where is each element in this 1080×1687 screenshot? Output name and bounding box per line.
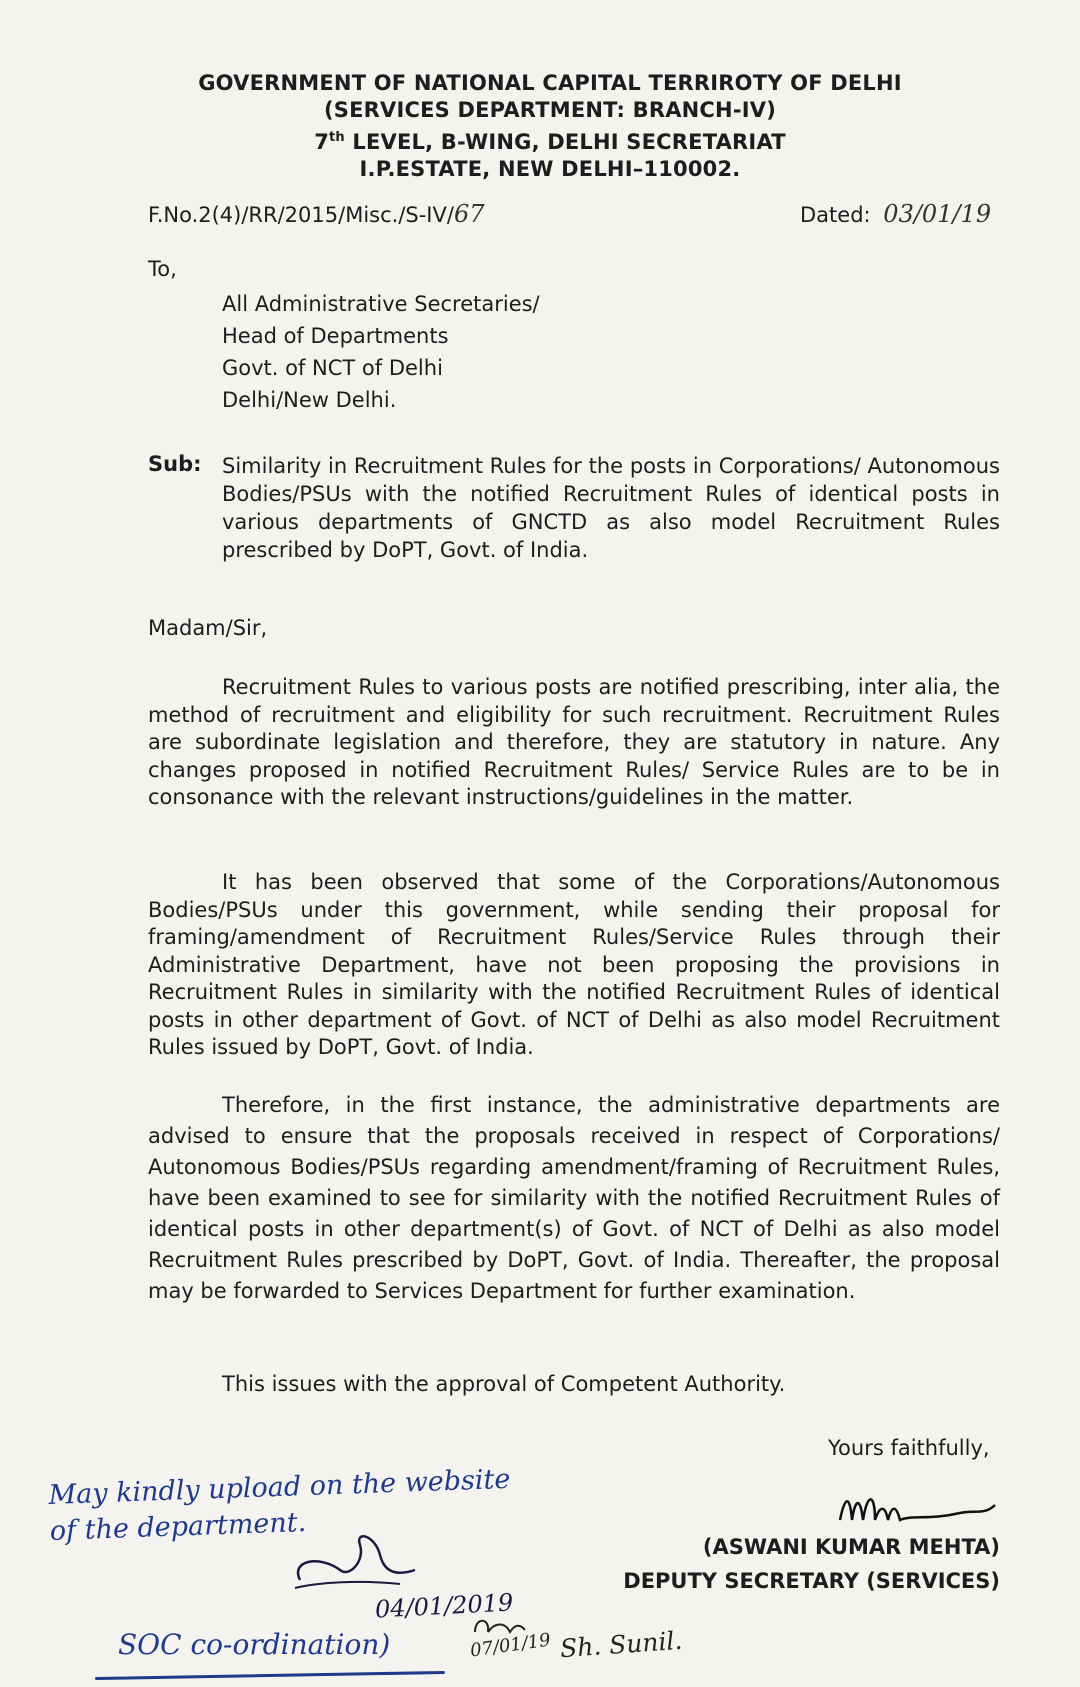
date-handwritten: 03/01/19 xyxy=(883,200,992,228)
header-line-1: GOVERNMENT OF NATIONAL CAPITAL TERRIROTY OF DELHI xyxy=(198,71,902,95)
to-label: To, xyxy=(148,257,177,281)
file-number-printed: F.No.2(4)/RR/2015/Misc./S-IV/ xyxy=(148,203,454,227)
signatory-name: (ASWANI KUMAR MEHTA) xyxy=(702,1535,1000,1559)
header-line-2: (SERVICES DEPARTMENT: BRANCH-IV) xyxy=(323,98,776,122)
handwritten-initials xyxy=(280,1520,420,1600)
address-line: Govt. of NCT of Delhi xyxy=(222,356,443,380)
date-label: Dated: xyxy=(800,203,871,227)
address-line: Delhi/New Delhi. xyxy=(222,388,397,412)
letter-header xyxy=(150,70,950,183)
header-level-number: 7 xyxy=(314,130,330,154)
addressee-note: Sh. Sunil. xyxy=(559,1625,684,1664)
date-line xyxy=(800,200,991,228)
body-paragraph: It has been observed that some of the Corporations/Autonomous Bodies/PSUs under this government, while sending their proposal for framing/amendment of Recruitment Rules/Service Rules through their Administrative Department, have not been proposing the provisions in Recruitment Rules in similarity with the notified Recruitment Rules of identical posts in other department of Govt. of NCT of Delhi as also model Recruitment Rules issued by DoPT, Govt. of India. xyxy=(148,870,1000,1059)
subject-text: Similarity in Recruitment Rules for the posts in Corporations/ Autonomous Bodies/PSUs with the notified Recruitment Rules of identical posts in various departments of GNCTD as also model Recruitment Rules prescribed by DoPT, Govt. of India. xyxy=(222,454,1000,562)
closing: Yours faithfully, xyxy=(828,1436,990,1460)
soc-note: SOC co-ordination) xyxy=(118,1628,391,1661)
header-line-3 xyxy=(150,124,950,156)
body-paragraph: Therefore, in the first instance, the administrative departments are advised to ensure that the proposals received in respect of Corporations/ Autonomous Bodies/PSUs regarding amendment/framing of Recruitment Rules, have been examined to see for similarity with the notified Recruitment Rules of identical posts in other department(s) of Govt. of NCT of Delhi as also model Recruitment Rules prescribed by DoPT, Govt. of India. Thereafter, the proposal may be forwarded to Services Department for further examination. xyxy=(148,1093,1000,1303)
header-level-rest: LEVEL, B-WING, DELHI SECRETARIAT xyxy=(344,130,786,154)
file-number xyxy=(148,200,484,228)
address-line: Head of Departments xyxy=(222,324,449,348)
note-line: May kindly upload on the website xyxy=(48,1463,511,1511)
signatory-block xyxy=(600,1530,1000,1598)
body-paragraph: Recruitment Rules to various posts are notified prescribing, inter alia, the method of recruitment and eligibility for such recruitment. Recruitment Rules are subordinate legislation and therefore, they are statutory in nature. Any changes proposed in notified Recruitment Rules/ Service Rules are to be in consonance with the relevant instructions/guidelines in the matter. xyxy=(148,675,1000,809)
note-line: of the department. xyxy=(49,1507,307,1547)
initial-date: 07/01/19 xyxy=(468,1629,552,1662)
signatory-designation: DEPUTY SECRETARY (SERVICES) xyxy=(623,1569,1000,1593)
subject-label: Sub: xyxy=(148,452,202,476)
approval-line: This issues with the approval of Competent Authority. xyxy=(222,1372,786,1396)
file-number-handwritten: 67 xyxy=(453,200,485,228)
salutation: Madam/Sir, xyxy=(148,616,268,640)
header-line-4: I.P.ESTATE, NEW DELHI–110002. xyxy=(359,157,741,181)
soc-underline xyxy=(95,1671,445,1680)
header-level-suffix: th xyxy=(329,130,345,145)
address-line: All Administrative Secretaries/ xyxy=(222,292,540,316)
note-date: 04/01/2019 xyxy=(374,1588,514,1624)
address-block xyxy=(222,288,540,416)
